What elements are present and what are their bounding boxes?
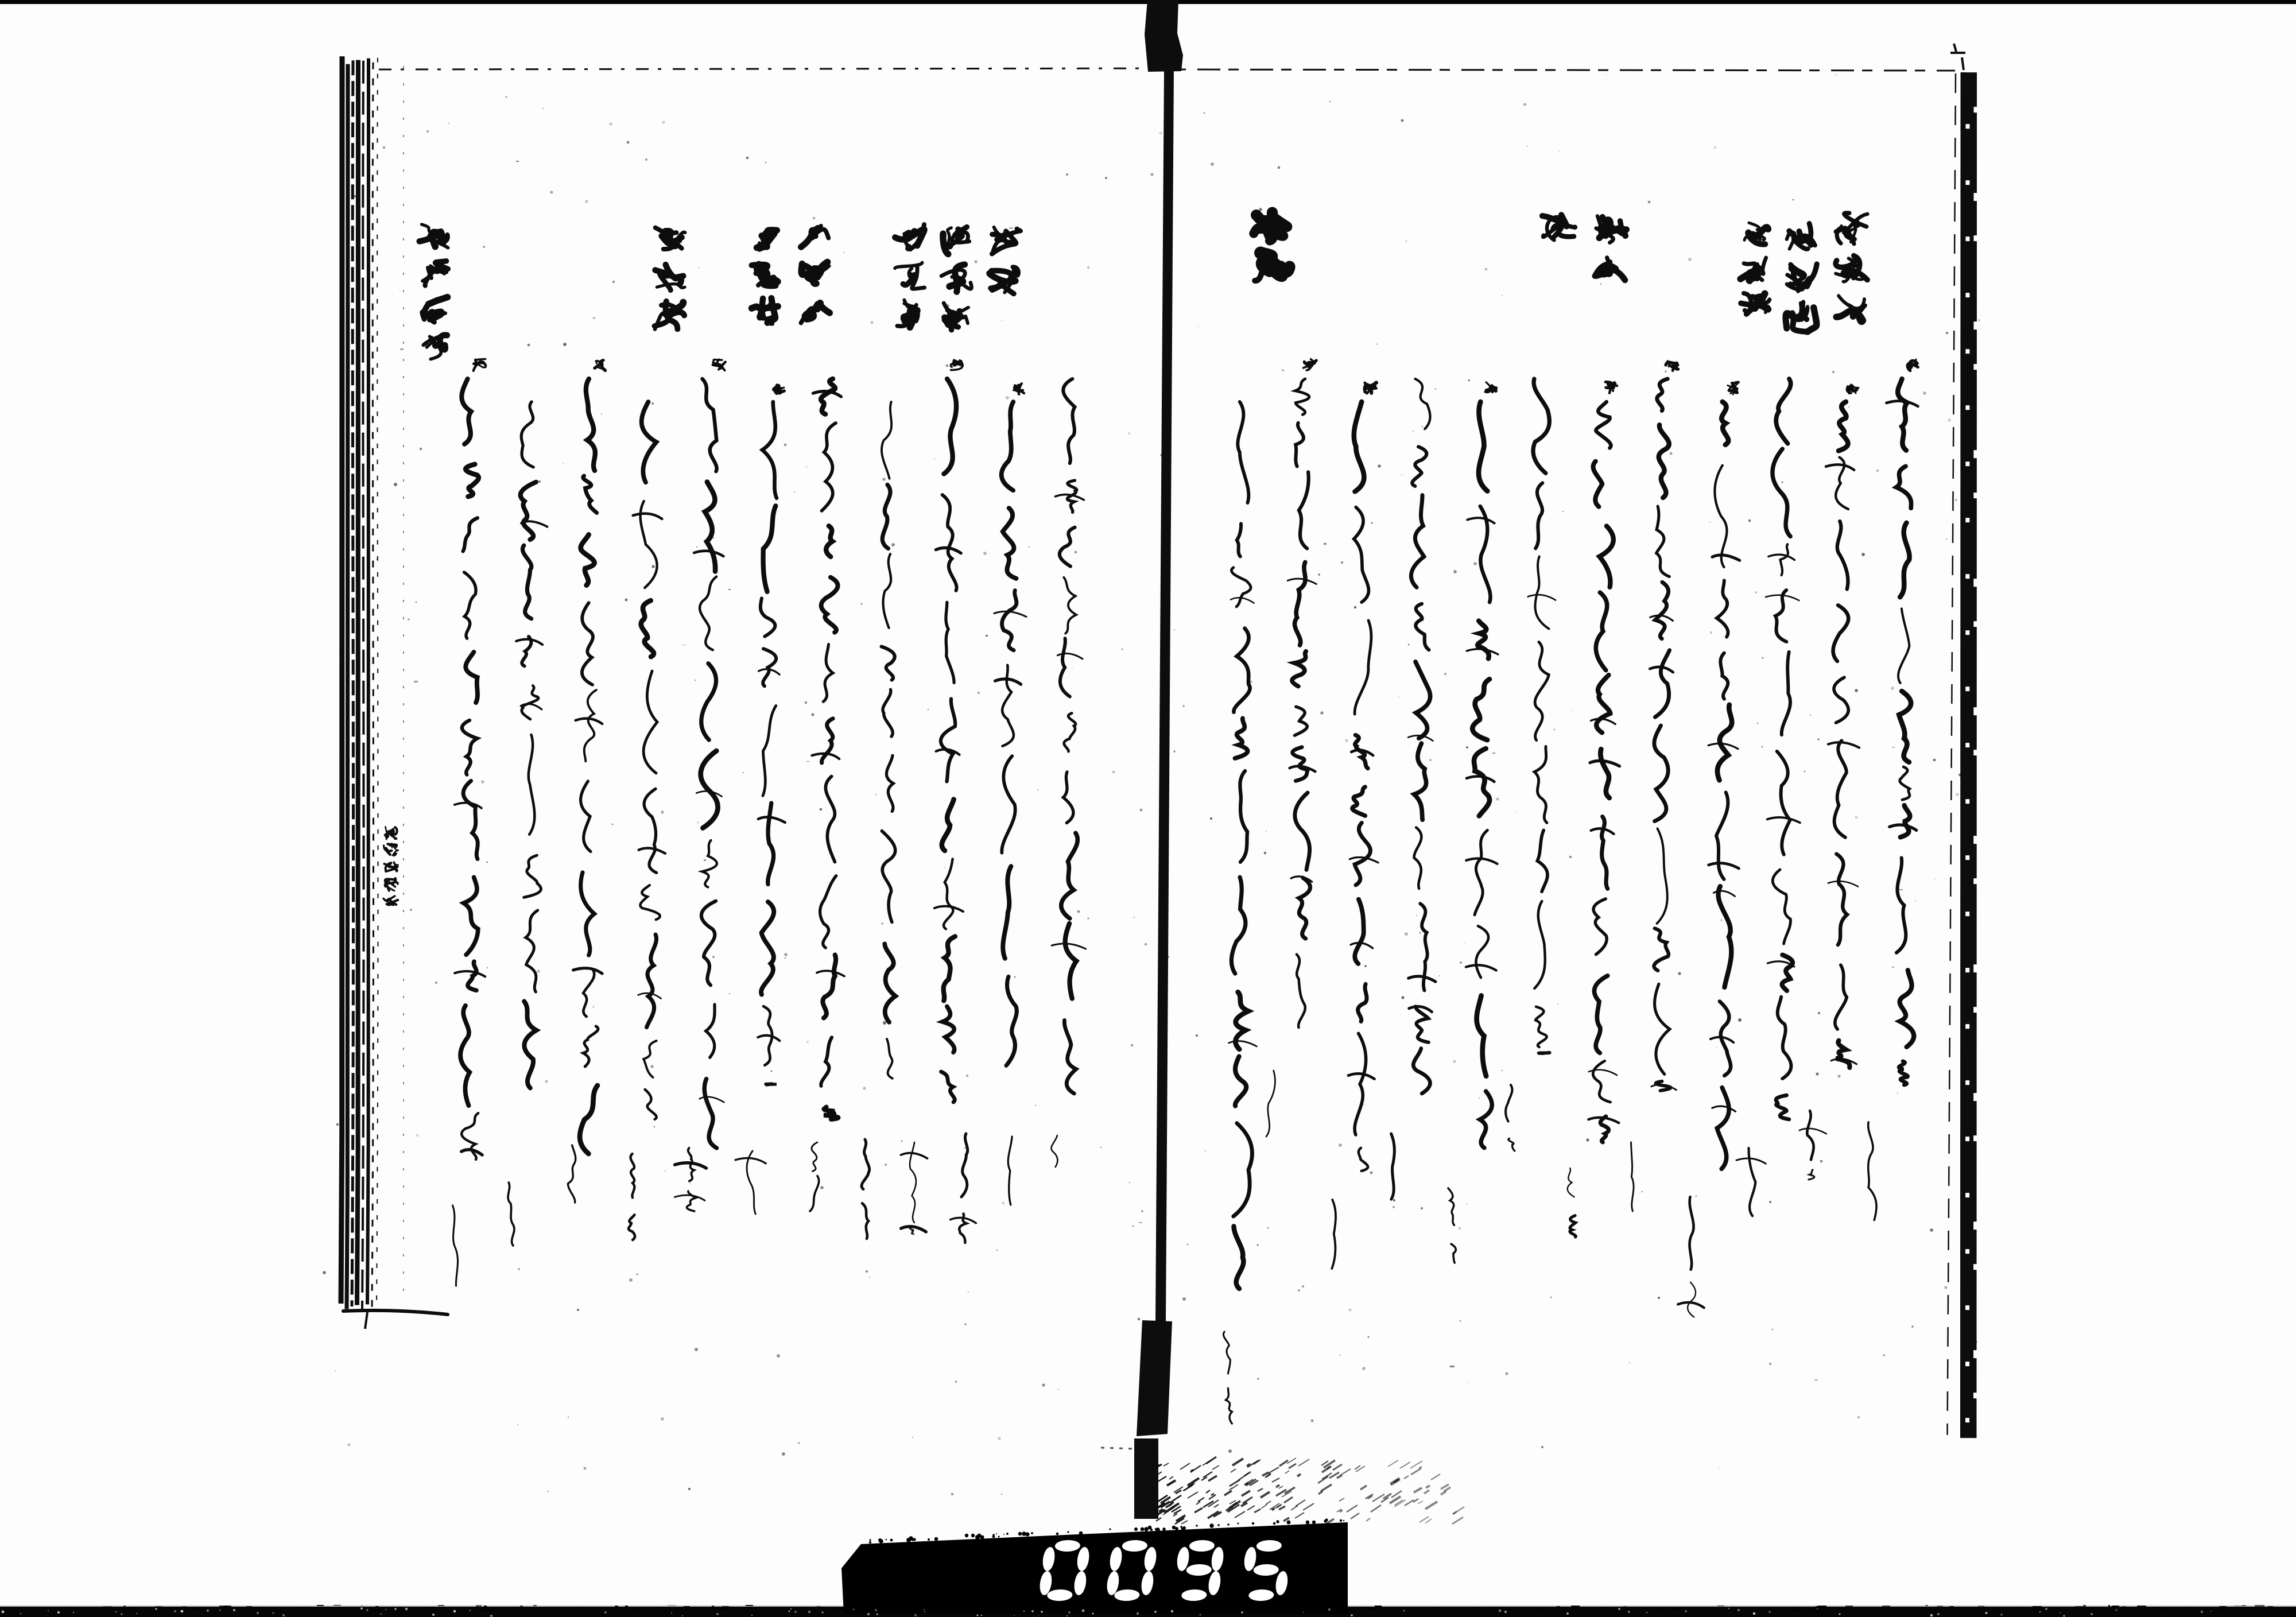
section-header-label [1542,211,1576,251]
column-prefix-mark [1304,359,1317,370]
attribution-label [1324,1200,1337,1269]
text-column [633,402,665,1119]
section-header-label [418,219,449,370]
attribution-label [504,1182,518,1246]
section-header-label [1833,211,1868,335]
section-header-label [1785,220,1818,340]
column-prefix-mark [595,360,605,371]
attribution-label [685,1148,699,1211]
text-column [1887,359,1918,1085]
column-prefix-mark [474,359,486,371]
attribution-label [1865,1122,1879,1237]
text-column [812,379,845,1119]
text-column [1408,379,1436,1093]
attribution-label [1444,1188,1458,1263]
attribution-label [564,1145,578,1203]
text-column [1588,382,1619,1142]
text-column [1528,379,1556,1053]
attribution-label [858,1139,872,1254]
attribution-label [1745,1148,1759,1223]
column-prefix-mark [1728,382,1739,394]
attribution-label [1048,1135,1062,1167]
frame-counter [861,1522,1348,1614]
section-header-label [940,225,971,339]
column-prefix-mark [773,385,784,394]
section-header-label [1594,211,1627,292]
column-prefix-mark [1014,383,1024,394]
text-column [516,402,547,1088]
text-column [1650,361,1678,1091]
column-prefix-mark [1847,385,1859,394]
attribution-label [745,1151,759,1214]
attribution-label [1263,1071,1277,1137]
text-column [1348,382,1378,1171]
text-column [1287,359,1316,1027]
attribution-label [1221,1332,1235,1424]
attribution-label [625,1154,638,1240]
column-prefix-mark [713,359,726,370]
left-page [383,224,1086,1286]
text-column [455,359,486,1160]
attribution-label [1383,1134,1397,1205]
text-column [1766,379,1800,1119]
column-prefix-mark [1666,361,1678,371]
attribution-label [956,1134,970,1243]
section-header-label [1740,216,1770,326]
attribution-label [1804,1111,1818,1180]
column-prefix-mark [951,360,963,370]
column-prefix-mark [1485,382,1496,393]
attribution-label [1685,1197,1699,1317]
text-column [1052,379,1086,1093]
section-header-label [750,223,779,333]
attribution-label [807,1142,821,1211]
section-header-label [894,223,925,336]
text-column [1826,385,1859,1068]
text-column [994,383,1026,1065]
section-header-label [989,223,1022,303]
attribution-label [1624,1142,1638,1211]
text-column [758,385,785,1085]
attribution-label [1003,1137,1017,1211]
column-prefix-mark [1364,382,1377,393]
text-column [934,360,963,1102]
text-column [1708,382,1740,1169]
section-header-label [800,222,830,332]
paper-noise [323,74,1980,1495]
text-column [573,360,606,1154]
text-column [694,359,726,1148]
binding-shadow [1155,1457,1464,1524]
attribution-label [449,1205,463,1286]
text-column [1466,382,1498,1148]
section-header-label [1254,207,1290,294]
attribution-label [1565,1168,1578,1237]
column-prefix-mark [1907,359,1918,371]
text-column [882,402,895,1079]
attribution-label [1504,1085,1518,1151]
section-header-label [653,221,685,338]
right-page-edges [1947,44,1983,1438]
marginal-note-label [382,825,400,912]
text-column [1229,402,1257,1289]
column-prefix-mark [1605,382,1617,393]
attribution-label [906,1142,920,1234]
